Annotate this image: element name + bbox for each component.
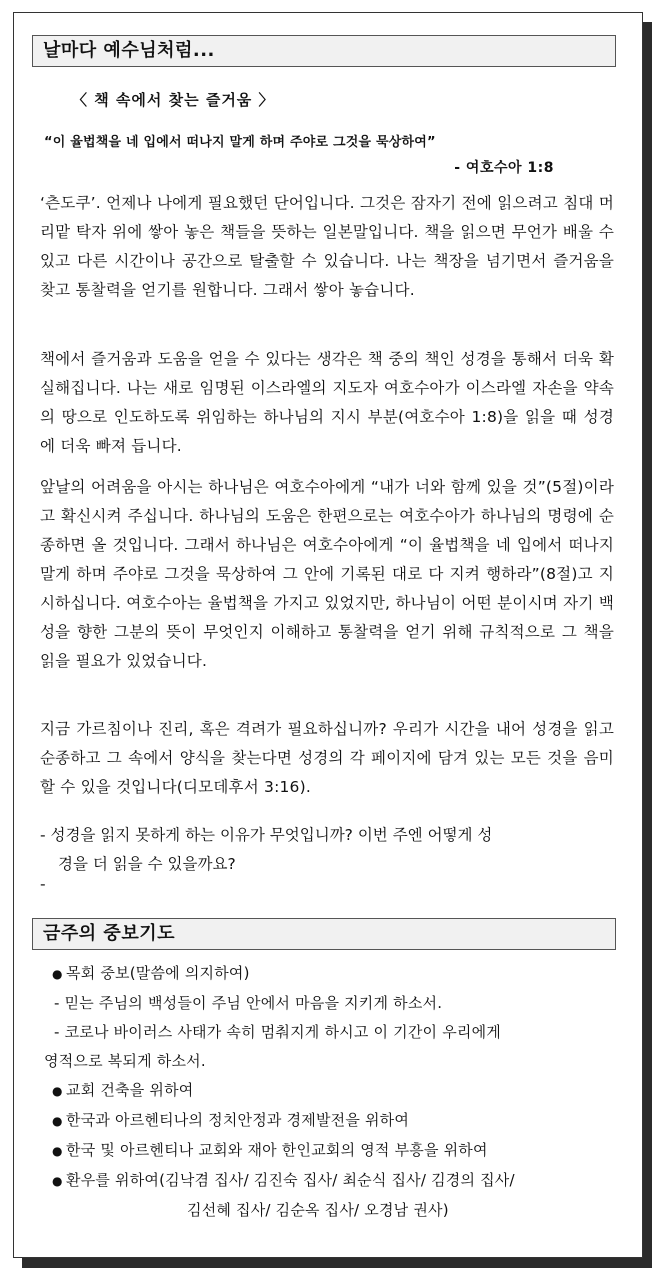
- bullet-icon: ●: [52, 1084, 63, 1098]
- prayer-item-continued: 김선혜 집사/ 김순옥 집사/ 오경남 권사): [187, 1201, 449, 1219]
- prayer-subitem: - 코로나 바이러스 사태가 속히 멈춰지게 하시고 이 기간이 우리에게: [54, 1023, 501, 1041]
- devotional-subtitle: 〈 책 속에서 찾는 즐거움 〉: [72, 91, 275, 109]
- paragraph-1: ‘츤도쿠’. 언제나 나에게 필요했던 단어입니다. 그것은 잠자기 전에 읽으려고 침대 머리맡 탁자 위에 쌓아 놓은 책들을 뜻하는 일본말입니다. 책을 읽으면 무언가 배울 수 있고 다른 시간이나 공간으로 탈출할 수 있습니다. 나는 책장을 넘기면서 즐거움을 찾고 통찰력을 얻기를 원합니다. 그래서 쌓아 놓습니다.: [40, 194, 614, 299]
- devotional-header: 날마다 예수님처럼...: [32, 35, 616, 67]
- prayer-item: ● 한국과 아르헨티나의 정치안정과 경제발전을 위하여: [44, 1106, 616, 1136]
- reflection-question: [40, 821, 614, 879]
- prayer-item: ● 목회 중보(말씀에 의지하여): [44, 959, 616, 989]
- prayer-list: [44, 959, 616, 1225]
- prayer-subitem-continued: 영적으로 복되게 하소서.: [44, 1052, 206, 1070]
- reflection-question-line-2: 경을 더 읽을 수 있을까요?: [58, 855, 236, 873]
- bullet-icon: ●: [52, 967, 63, 981]
- bullet-icon: ●: [52, 1144, 63, 1158]
- paragraph-4: 지금 가르침이나 진리, 혹은 격려가 필요하십니까? 우리가 시간을 내어 성경을 읽고 순종하고 그 속에서 양식을 찾는다면 성경의 각 페이지에 담겨 있는 모든 것을 음미할 수 있을 것입니다(디모데후서 3:16).: [40, 720, 614, 796]
- reflection-dash: -: [40, 875, 46, 893]
- prayer-item: ● 한국 및 아르헨티나 교회와 재아 한인교회의 영적 부흥을 위하여: [44, 1136, 616, 1166]
- prayer-header: 금주의 중보기도: [32, 918, 616, 950]
- paragraph-2: 책에서 즐거움과 도움을 얻을 수 있다는 생각은 책 중의 책인 성경을 통해서 더욱 확실해집니다. 나는 새로 임명된 이스라엘의 지도자 여호수아가 이스라엘 자손을 약속의 땅으로 인도하도록 위임하는 하나님의 지시 부분(여호수아 1:8)을 읽을 때 성경에 더욱 빠져 듭니다.: [40, 350, 614, 455]
- prayer-item: ● 환우를 위하여(김낙겸 집사/ 김진숙 집사/ 최순식 집사/ 김경의 집사/: [44, 1166, 616, 1196]
- reflection-question-line-1: - 성경을 읽지 못하게 하는 이유가 무엇입니까? 이번 주엔 어떻게 성: [40, 826, 493, 844]
- bulletin-page: [13, 12, 643, 1258]
- bullet-icon: ●: [52, 1174, 63, 1188]
- scripture-reference: - 여호수아 1:8: [454, 160, 554, 176]
- prayer-item: ● 교회 건축을 위하여: [44, 1076, 616, 1106]
- bullet-icon: ●: [52, 1114, 63, 1128]
- paragraph-3: 앞날의 어려움을 아시는 하나님은 여호수아에게 “내가 너와 함께 있을 것”(5절)이라고 확신시켜 주십니다. 하나님의 도움은 한편으로는 여호수아가 하나님의 명령에 순종하면 올 것입니다. 그래서 하나님은 여호수아에게 “이 율법책을 네 입에서 떠나지 말게 하며 주야로 그것을 묵상하여 그 안에 기록된 대로 다 지켜 행하라”(8절)고 지시하십니다. 여호수아는 율법책을 가지고 있었지만, 하나님이 어떤 분이시며 자기 백성을 향한 그분의 뜻이 무엇인지 이해하고 통찰력을 얻기 위해 규칙적으로 그 책을 읽을 필요가 있었습니다.: [40, 478, 614, 670]
- scripture-quote: “이 율법책을 네 입에서 떠나지 말게 하며 주야로 그것을 묵상하여”: [44, 135, 436, 150]
- prayer-subitem: - 믿는 주님의 백성들이 주님 안에서 마음을 지키게 하소서.: [54, 994, 443, 1012]
